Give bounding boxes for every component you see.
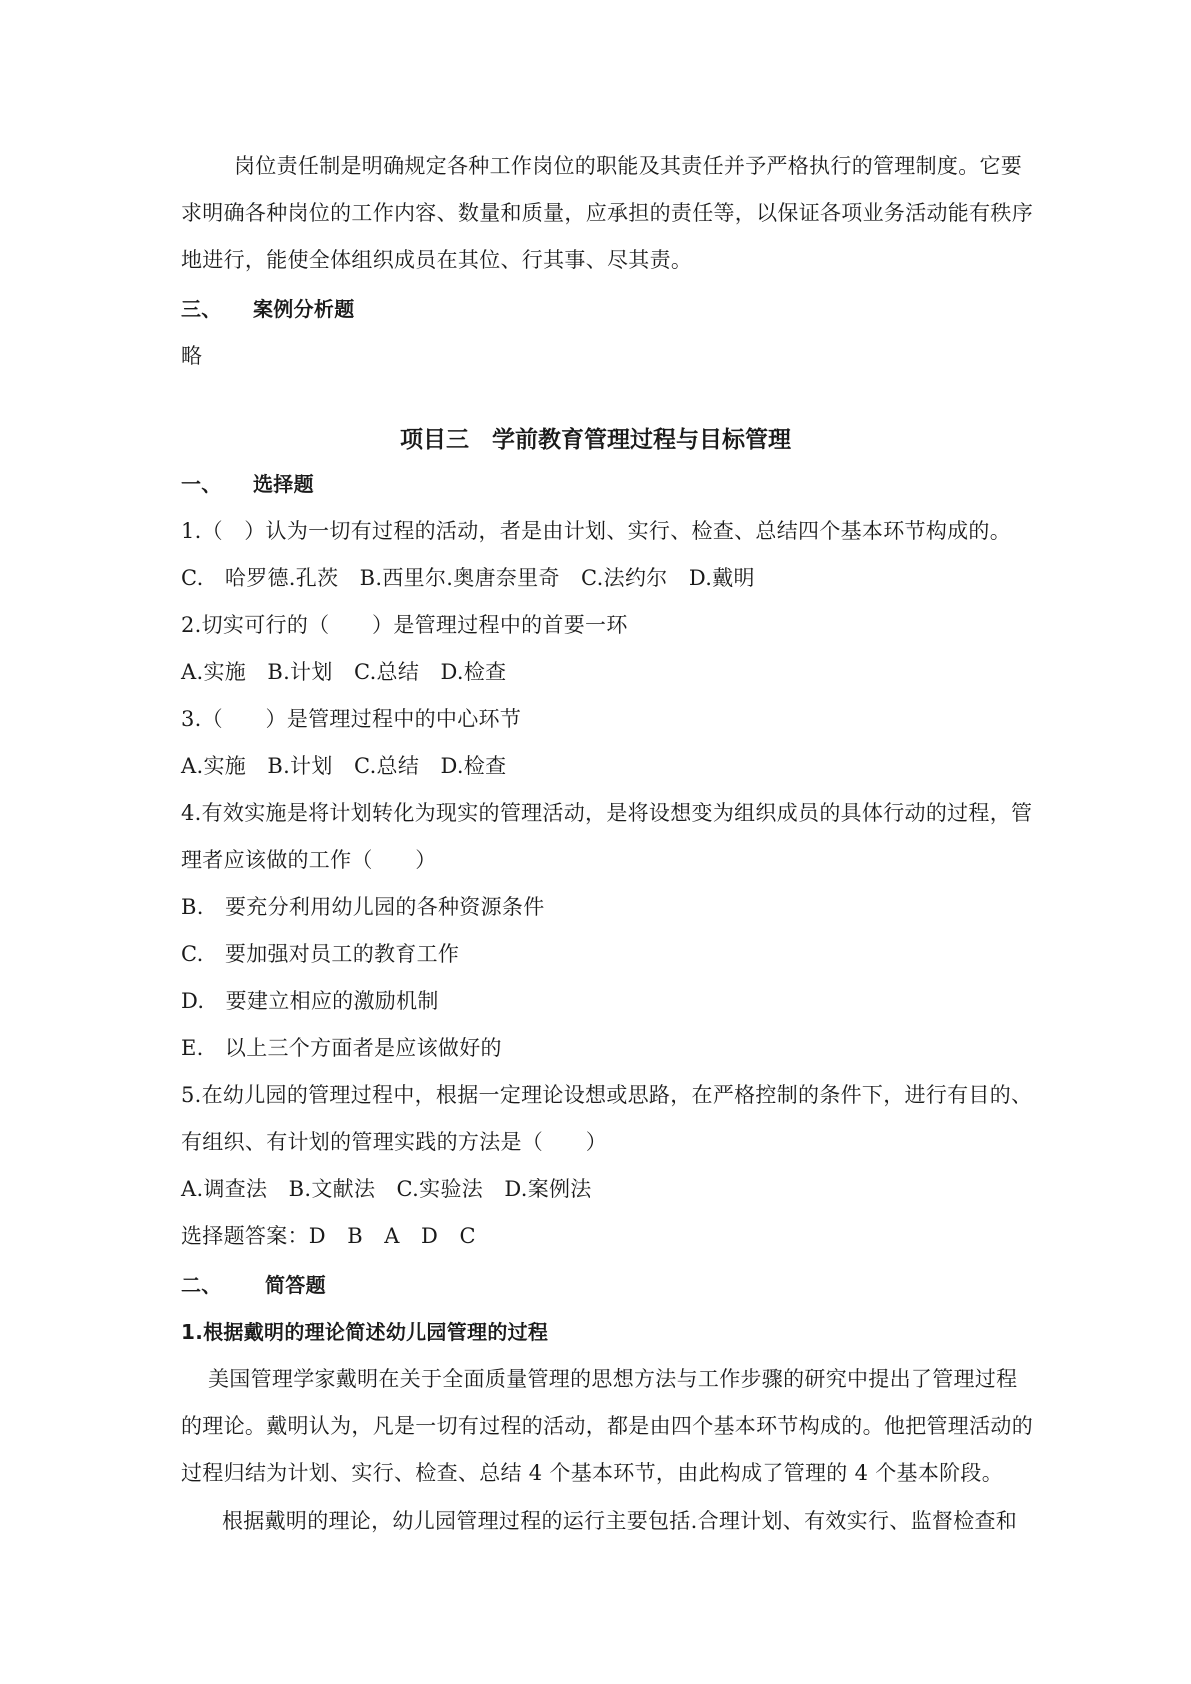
para2-line3: 过程归结为计划、实行、检查、总结 4 个基本环节，由此构成了管理的 4 个基本阶段。 bbox=[181, 1461, 1004, 1485]
para1-line2: 求明确各种岗位的工作内容、数量和质量，应承担的责任等，以保证各项业务活动能有秩序 bbox=[181, 201, 1033, 225]
question-5-line1: 5.在幼儿园的管理过程中，根据一定理论设想或思路，在严格控制的条件下，进行有目的、 bbox=[181, 1083, 1033, 1107]
para2-line1: 美国管理学家戴明在关于全面质量管理的思想方法与工作步骤的研究中提出了管理过程 bbox=[208, 1367, 1018, 1391]
question-4-line1: 4.有效实施是将计划转化为现实的管理活动，是将设想变为组织成员的具体行动的过程，管 bbox=[181, 801, 1033, 825]
question-5-line2: 有组织、有计划的管理实践的方法是（ ） bbox=[181, 1130, 607, 1154]
section-1-number: 一、 bbox=[181, 472, 222, 496]
para2-line4: 根据戴明的理论，幼儿园管理过程的运行主要包括.合理计划、有效实行、监督检查和 bbox=[222, 1509, 1018, 1533]
question-4-option-e: E. 以上三个方面者是应该做好的 bbox=[181, 1036, 502, 1060]
project-title: 项目三 学前教育管理过程与目标管理 bbox=[400, 427, 791, 453]
question-2-options: A.实施 B.计划 C.总结 D.检查 bbox=[181, 660, 507, 684]
answer-key: 选择题答案：D B A D C bbox=[181, 1224, 476, 1248]
question-4-option-d: D. 要建立相应的激励机制 bbox=[181, 989, 439, 1013]
section-2-number: 二、 bbox=[181, 1273, 222, 1297]
section-3-body: 略 bbox=[181, 344, 203, 368]
section-3-number: 三、 bbox=[181, 297, 222, 321]
para1-line3: 地进行，能使全体组织成员在其位、行其事、尽其责。 bbox=[181, 248, 693, 272]
section-2-title: 简答题 bbox=[265, 1273, 326, 1297]
section-3-heading bbox=[181, 295, 355, 323]
question-1-options: C. 哈罗德.孔茨 B.西里尔.奥唐奈里奇 C.法约尔 D.戴明 bbox=[181, 566, 755, 590]
question-4-option-b: B. 要充分利用幼儿园的各种资源条件 bbox=[181, 895, 545, 919]
question-1: 1.（ ）认为一切有过程的活动，者是由计划、实行、检查、总结四个基本环节构成的。 bbox=[181, 519, 1012, 543]
question-3: 3.（ ）是管理过程中的中心环节 bbox=[181, 707, 522, 731]
section-2-heading bbox=[181, 1271, 326, 1299]
question-5-options: A.调查法 B.文献法 C.实验法 D.案例法 bbox=[181, 1177, 592, 1201]
para1-line1: 岗位责任制是明确规定各种工作岗位的职能及其责任并予严格执行的管理制度。它要 bbox=[234, 154, 1023, 178]
question-4-line2: 理者应该做的工作（ ） bbox=[181, 848, 437, 872]
section-1-title: 选择题 bbox=[253, 472, 314, 496]
question-2: 2.切实可行的（ ）是管理过程中的首要一环 bbox=[181, 613, 628, 637]
section-1-heading bbox=[181, 470, 314, 498]
para2-line2: 的理论。戴明认为，凡是一切有过程的活动，都是由四个基本环节构成的。他把管理活动的 bbox=[181, 1414, 1033, 1438]
question-4-option-c: C. 要加强对员工的教育工作 bbox=[181, 942, 460, 966]
question-3-options: A.实施 B.计划 C.总结 D.检查 bbox=[181, 754, 507, 778]
section-3-title: 案例分析题 bbox=[253, 297, 355, 321]
subsection-1-title: 1.根据戴明的理论简述幼儿园管理的过程 bbox=[181, 1320, 549, 1344]
